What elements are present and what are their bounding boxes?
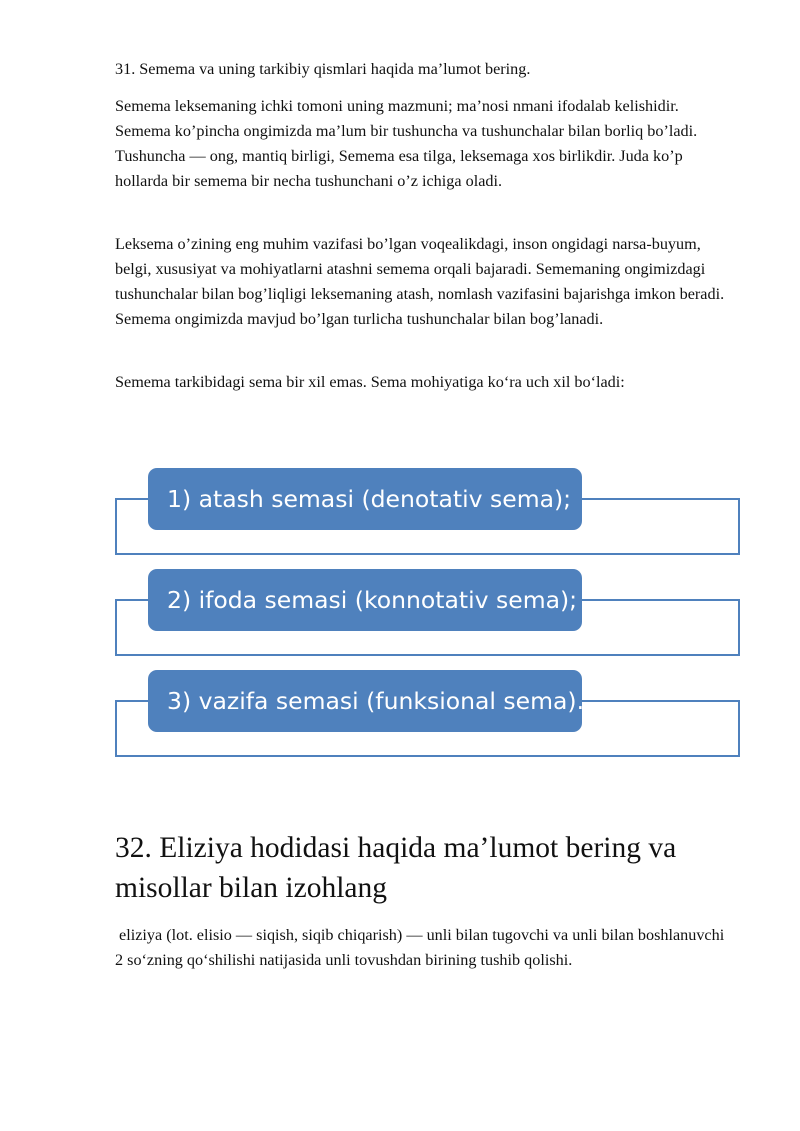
list-item-1-label: 1) atash semasi (denotativ sema);	[148, 468, 582, 530]
paragraph-leksema-function: Leksema o’zining eng muhim vazifasi bo’lgan voqealikdagi, inson ongidagi narsa-buyum, belgi, xususiyat va mohiyatlarni atashni semema orqali bajaradi. Sememaning ongimizdagi tushunchalar bilan bog’liqligi leksemaning atash, nomlash vazifasini bajarishga imkon beradi. Semema ongimizda mavjud bo’lgan turlicha tushunchalar bilan bog’lanadi.	[115, 235, 725, 328]
paragraph-eliziya-definition: eliziya (lot. elisio — siqish, siqib chiqarish) — unli bilan tugovchi va unli bilan boshlanuvchi 2 so‘zning qo‘shilishi natijasida unli tovushdan birining tushib qolishi.	[115, 926, 729, 969]
heading-32: 32. Eliziya hodidasi haqida ma’lumot bering va misollar bilan izohlang	[115, 832, 677, 904]
list-item-2-label: 2) ifoda semasi (konnotativ sema);	[148, 569, 582, 631]
paragraph-semema-definition: Semema leksemaning ichki tomoni uning mazmuni; ma’nosi nmani ifodalab kelishidir. Semema ko’pincha ongimizda ma’lum bir tushuncha va tushunchalar bilan borliq bo’ladi. Tushuncha — ong, mantiq birligi, Semema esa tilga, leksemaga xos birlikdir. Juda ko’p hollarda bir semema bir necha tushunchani o’z ichiga oladi.	[115, 97, 698, 190]
list-item-3-label: 3) vazifa semasi (funksional sema).	[148, 670, 582, 732]
paragraph-sema-types-intro: Semema tarkibidagi sema bir xil emas. Sema mohiyatiga ko‘ra uch xil bo‘ladi:	[115, 373, 625, 391]
question-31: 31. Semema va uning tarkibiy qismlari haqida ma’lumot bering.	[115, 60, 531, 78]
